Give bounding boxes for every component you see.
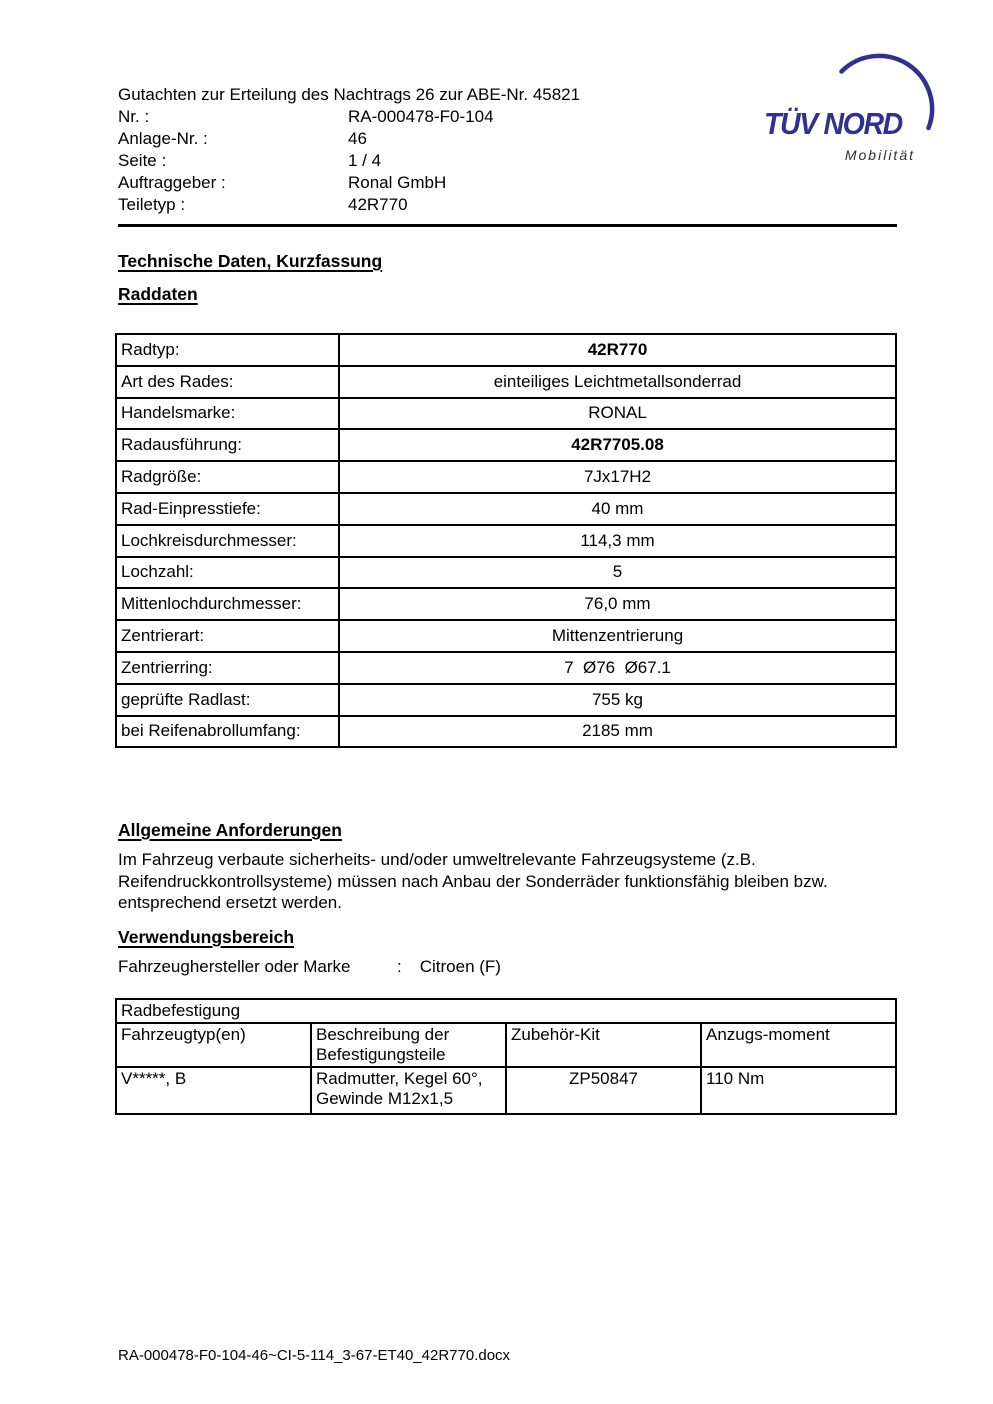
table-row [116, 429, 896, 461]
fahrzeughersteller-row [118, 957, 501, 977]
cell-anzugsmoment: 110 Nm [701, 1067, 896, 1114]
table-row [116, 620, 896, 652]
logo-tagline: Mobilität [844, 147, 915, 163]
table-row [116, 398, 896, 430]
header-divider [118, 224, 897, 227]
row-label: Art des Rades: [116, 366, 339, 398]
row-value: 42R7705.08 [339, 429, 896, 461]
field-value: 46 [348, 129, 367, 148]
row-value: 755 kg [339, 684, 896, 716]
row-value: 7 Ø76 Ø67.1 [339, 652, 896, 684]
column-header-beschreibung: Beschreibung der Befestigungsteile [311, 1023, 506, 1067]
logo-wordmark: TÜV NORD [764, 106, 902, 141]
row-label: bei Reifenabrollumfang: [116, 716, 339, 748]
table-title: Radbefestigung [116, 999, 896, 1023]
cell-zubehoer-kit: ZP50847 [506, 1067, 701, 1114]
tuv-nord-logo [740, 40, 970, 180]
header-field-anlage-nr [118, 128, 678, 150]
row-label: Zentrierring: [116, 652, 339, 684]
table-header-row [116, 1023, 896, 1067]
table-row [116, 684, 896, 716]
row-label: Lochzahl: [116, 557, 339, 589]
document-header [118, 84, 678, 216]
section-heading-raddaten: Raddaten [118, 284, 198, 304]
table-row [116, 334, 896, 366]
row-value: 2185 mm [339, 716, 896, 748]
column-header-zubehoer-kit: Zubehör-Kit [506, 1023, 701, 1067]
fahrzeughersteller-value: Citroen (F) [419, 957, 501, 976]
table-row [116, 493, 896, 525]
row-value: 7Jx17H2 [339, 461, 896, 493]
allgemeine-anforderungen-text: Im Fahrzeug verbaute sicherheits- und/oder umweltrelevante Fahrzeugsysteme (z.B. Reifendruckkontrollsysteme) müssen nach Anbau der Sonderräder funktionsfähig bleiben bzw. entsprechend ersetzt werden. [118, 850, 828, 912]
field-value: Ronal GmbH [348, 173, 447, 192]
table-row [116, 588, 896, 620]
row-value: 5 [339, 557, 896, 589]
table-row [116, 716, 896, 748]
fahrzeughersteller-label: Fahrzeughersteller oder Marke [118, 957, 351, 976]
field-label: Nr. : [118, 107, 150, 126]
table-row [116, 557, 896, 589]
header-field-nr [118, 106, 678, 128]
document-title: Gutachten zur Erteilung des Nachtrags 26 zur ABE-Nr. 45821 [118, 85, 581, 104]
field-value: RA-000478-F0-104 [348, 107, 494, 126]
table-row [116, 652, 896, 684]
section-heading-verwendungsbereich: Verwendungsbereich [118, 927, 295, 947]
row-label: geprüfte Radlast: [116, 684, 339, 716]
section-heading-technische-daten: Technische Daten, Kurzfassung [118, 251, 383, 271]
row-label: Handelsmarke: [116, 398, 339, 430]
field-label: Anlage-Nr. : [118, 129, 208, 148]
header-field-auftraggeber [118, 172, 678, 194]
column-header-anzugsmoment: Anzugs-moment [701, 1023, 896, 1067]
raddaten-table [115, 333, 897, 748]
header-field-seite [118, 150, 678, 172]
header-field-teiletyp [118, 194, 678, 216]
row-label: Radgröße: [116, 461, 339, 493]
row-value: RONAL [339, 398, 896, 430]
row-label: Rad-Einpresstiefe: [116, 493, 339, 525]
table-row [116, 1067, 896, 1114]
cell-fahrzeugtyp: V*****, B [116, 1067, 311, 1114]
field-value: 1 / 4 [348, 151, 382, 170]
row-label: Lochkreisdurchmesser: [116, 525, 339, 557]
row-value: Mittenzentrierung [339, 620, 896, 652]
field-value: 42R770 [348, 195, 408, 214]
footer-filename: RA-000478-F0-104-46~CI-5-114_3-67-ET40_42R770.docx [118, 1347, 511, 1364]
row-label: Radtyp: [116, 334, 339, 366]
row-value: 40 mm [339, 493, 896, 525]
row-value: 114,3 mm [339, 525, 896, 557]
table-row [116, 461, 896, 493]
field-label: Auftraggeber : [118, 173, 226, 192]
row-value: einteiliges Leichtmetallsonderrad [339, 366, 896, 398]
row-value: 42R770 [339, 334, 896, 366]
row-value: 76,0 mm [339, 588, 896, 620]
field-label: Seite : [118, 151, 167, 170]
field-label: Teiletyp : [118, 195, 186, 214]
row-label: Mittenlochdurchmesser: [116, 588, 339, 620]
row-label: Zentrierart: [116, 620, 339, 652]
cell-beschreibung: Radmutter, Kegel 60°, Gewinde M12x1,5 [311, 1067, 506, 1114]
table-row [116, 525, 896, 557]
fahrzeughersteller-separator: : [397, 957, 402, 976]
row-label: Radausführung: [116, 429, 339, 461]
table-title-row [116, 999, 896, 1023]
column-header-fahrzeugtyp: Fahrzeugtyp(en) [116, 1023, 311, 1067]
table-row [116, 366, 896, 398]
section-heading-allgemeine-anforderungen: Allgemeine Anforderungen [118, 820, 342, 840]
radbefestigung-table [115, 998, 897, 1115]
